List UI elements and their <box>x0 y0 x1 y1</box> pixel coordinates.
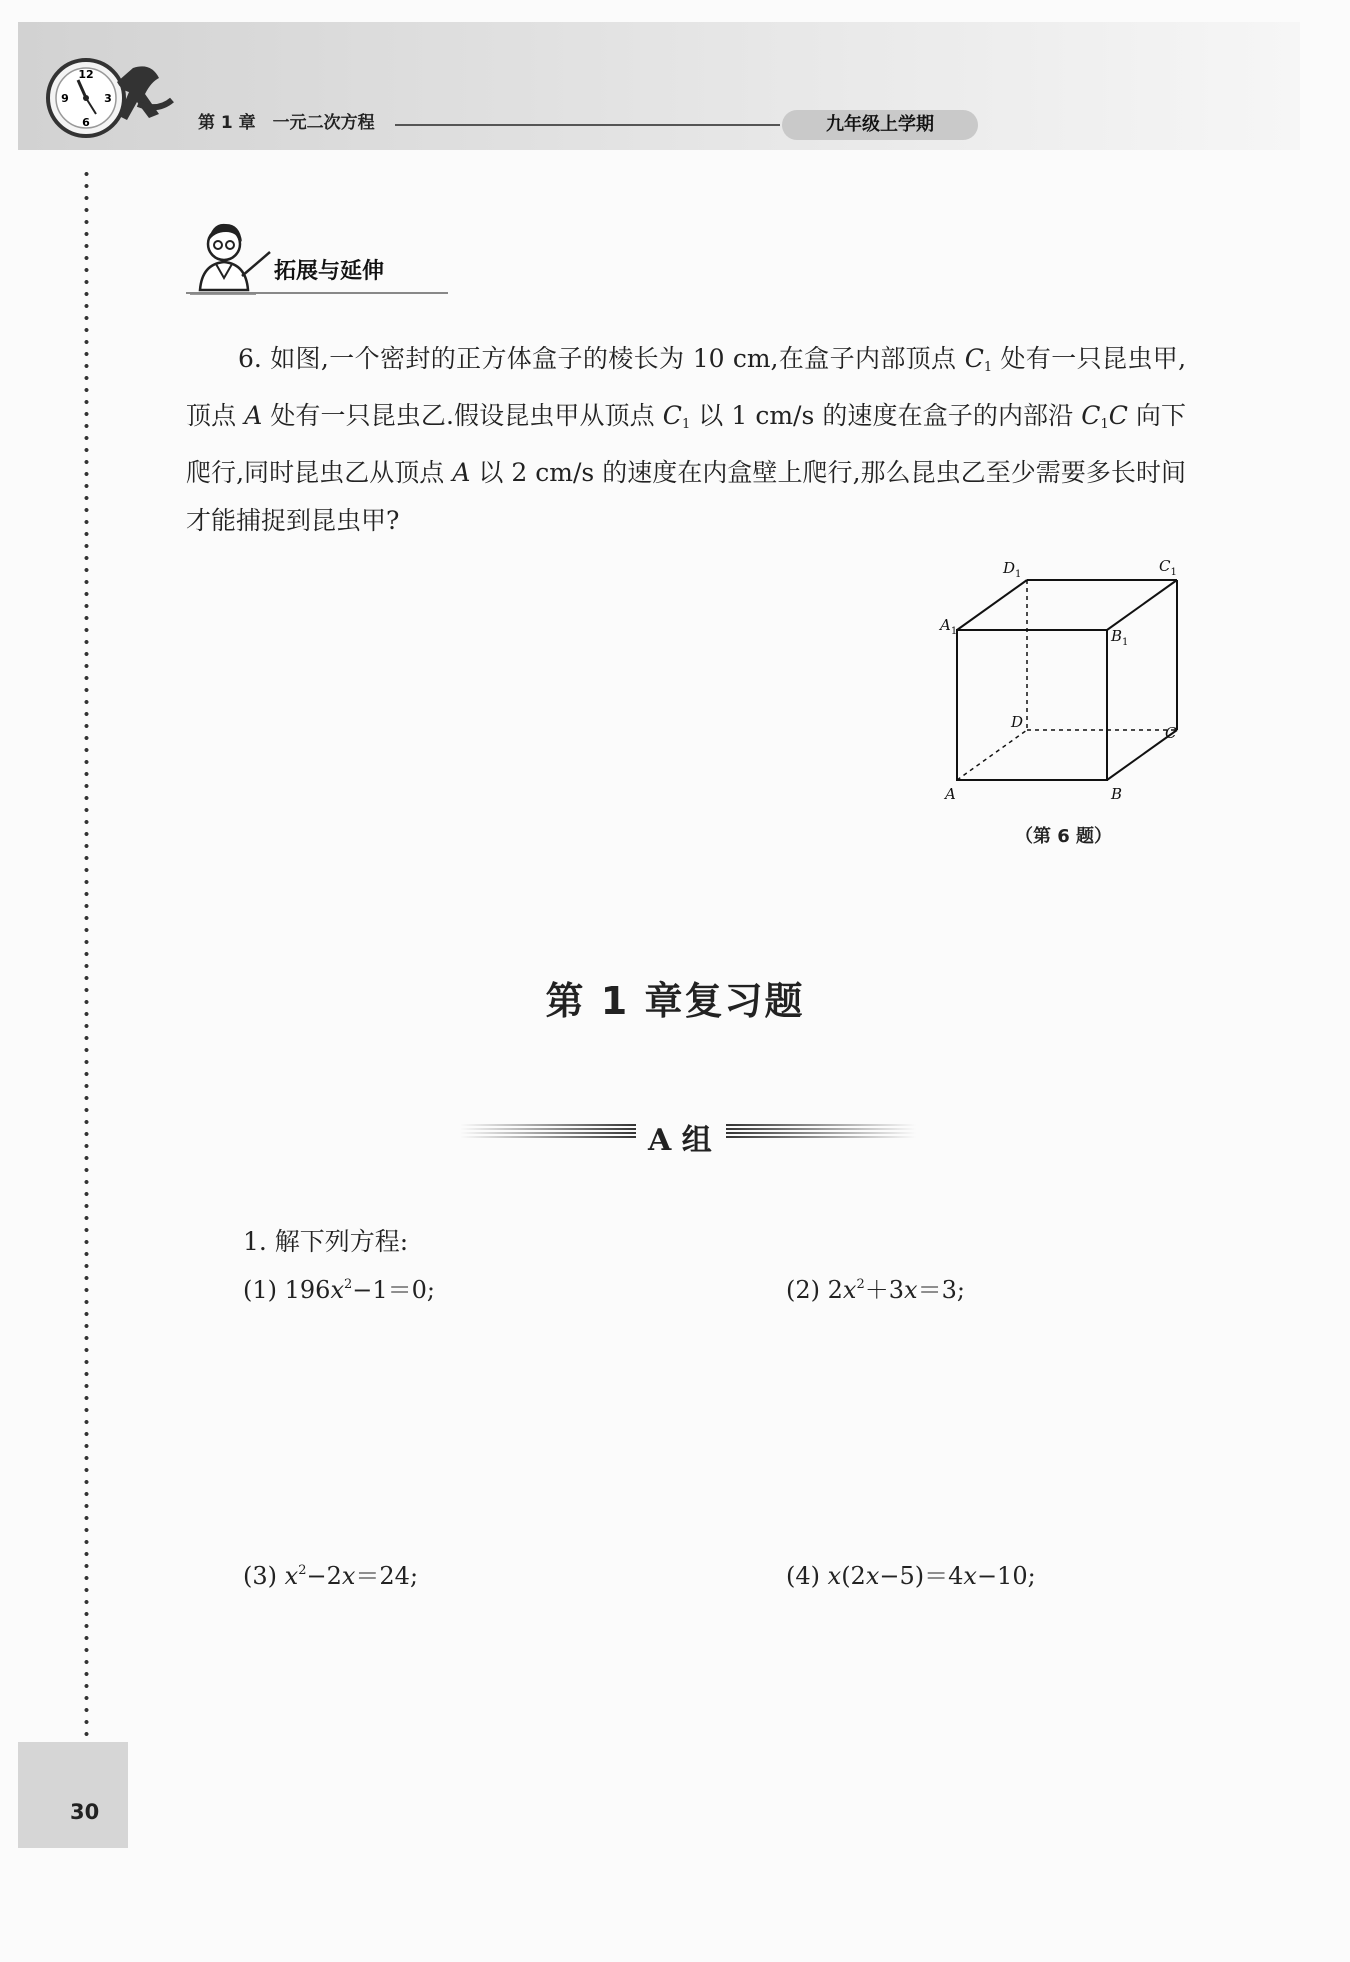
clock-num-12: 12 <box>78 68 94 81</box>
question-1-stem: 1. 解下列方程: <box>243 1227 409 1256</box>
clock-runner-logo <box>38 48 188 148</box>
section-underline <box>186 292 448 294</box>
group-label: A 组 <box>648 1123 712 1158</box>
dotted-margin-line <box>84 168 89 1743</box>
grade-label: 九年级上学期 <box>782 110 978 140</box>
label-d: D <box>1011 713 1024 731</box>
equation-1: (1) $196x^2-1=0$; <box>243 1276 436 1304</box>
chapter-header: 第 1 章 一元二次方程 <box>198 113 375 133</box>
page-number-tab <box>18 1742 128 1848</box>
clock-num-6: 6 <box>82 116 90 129</box>
label-a: A <box>945 785 956 803</box>
section-title: 拓展与延伸 <box>274 259 385 284</box>
svg-text:C1: $C_1$ <box>1159 557 1177 578</box>
problem-text-part: 以 1 cm/s 的速度在盒子的内部沿 <box>698 401 1074 430</box>
group-bar-right <box>726 1124 916 1142</box>
problem-text-part: 向下爬行,同时昆虫乙从顶点 <box>186 401 1186 487</box>
label-b1: B <box>1111 627 1123 645</box>
problem-text-part: 处有一只昆虫乙.假设昆虫甲从顶点 <box>270 401 655 430</box>
equation-3: (3) $x^2-2x=24$; <box>243 1562 419 1590</box>
problem-number: 6. <box>238 344 262 373</box>
group-bar-left <box>460 1124 636 1142</box>
clock-num-3: 3 <box>104 92 112 105</box>
problem-text-part: 如图,一个密封的正方体盒子的棱长为 10 cm,在盒子内部顶点 <box>270 344 957 373</box>
figure-caption: （第 6 题） <box>1015 826 1113 847</box>
clock-num-9: 9 <box>61 92 69 105</box>
teacher-icon <box>186 218 276 298</box>
page-number: 30 <box>70 1800 100 1824</box>
problem-text-part: 处有一只昆虫甲,顶点 <box>186 344 1187 430</box>
svg-text:B1: $B_1$ <box>1111 627 1129 648</box>
equation-4: (4) x(2x−5)＝4x−10; <box>786 1562 1036 1590</box>
label-a1: A <box>940 616 951 634</box>
svg-text:D1: $D_1$ <box>1003 559 1022 580</box>
problem-text-part: 以 2 cm/s 的速度在内盒壁上爬行,那么昆虫乙至少需要多长时间才能捕捉到昆虫甲? <box>186 458 1186 535</box>
label-c: C <box>1165 724 1177 742</box>
svg-text:A1: $A_1$ <box>940 616 958 637</box>
label-b: B <box>1111 785 1123 803</box>
problem-6-text: 6. 如图,一个密封的正方体盒子的棱长为 10 cm,在盒子内部顶点 $C_1$ 处有一只昆虫甲,顶点 A 处有一只昆虫乙.假设昆虫甲从顶点 $C_1$ 以 1 cm/s 的速度在盒子的内部沿 $C_1C$ 向下爬行,同时昆虫乙从顶点 A 以 2 cm/s 的速度在内盒壁上爬行,那么昆虫乙至少需要多长时间才能捕捉到昆虫甲? <box>186 344 1187 535</box>
cube-figure <box>935 555 1195 815</box>
label-c1: C <box>1159 557 1171 575</box>
label-d1: D <box>1003 559 1016 577</box>
header-rule <box>395 124 780 126</box>
review-title: 第 1 章复习题 <box>545 979 805 1023</box>
equation-2: (2) $2x^2+3x=3$; <box>786 1276 965 1304</box>
